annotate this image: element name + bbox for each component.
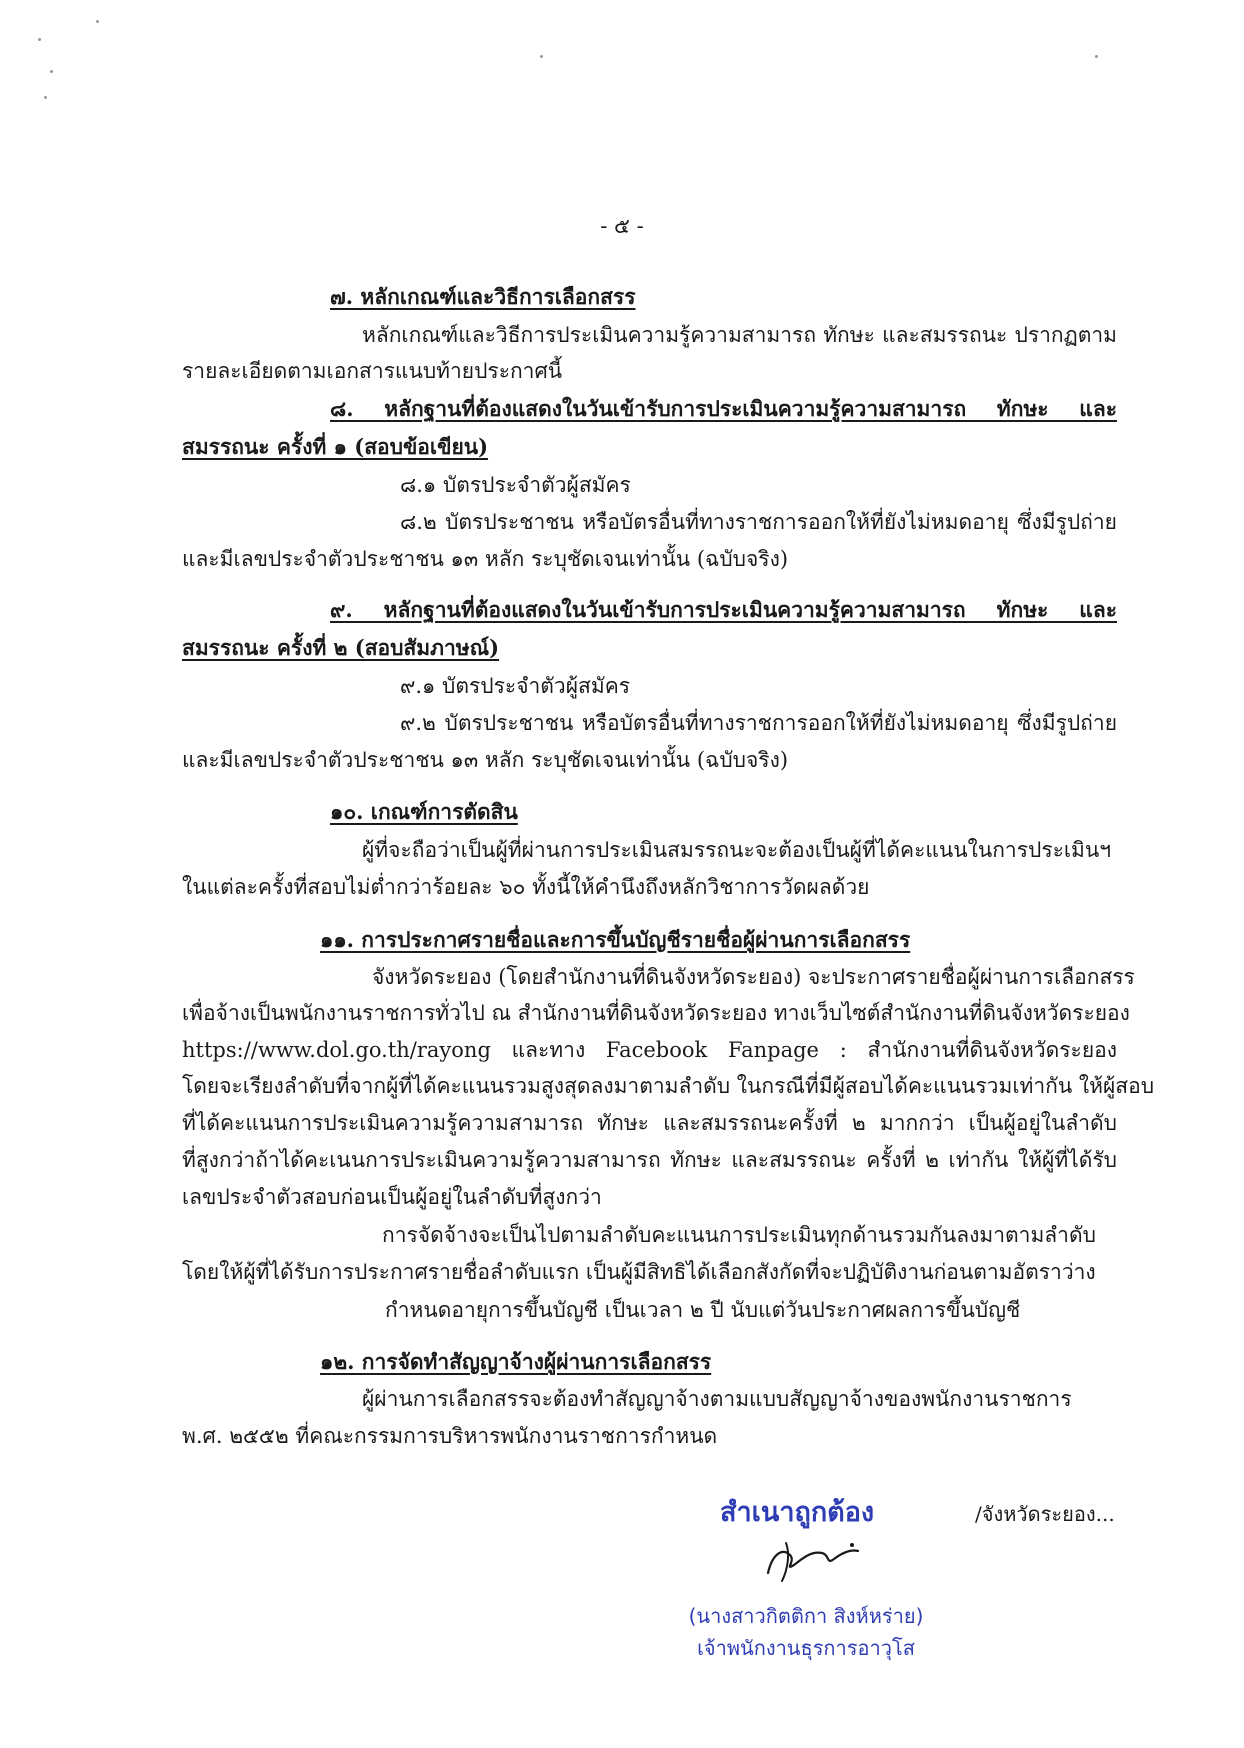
section-11-para2-line: การจัดจ้างจะเป็นไปตามลำดับคะแนนการประเมินทุกด้านรวมกันลงมาตามลำดับ <box>382 1223 1096 1247</box>
section-11-para-line: ที่สูงกว่าถ้าได้คะเนนการประเมินความรู้ความสามารถ ทักษะ และสมรรถนะ ครั้งที่ ๒ เท่ากัน ให้ผู้ที่ได้รับ <box>182 1148 1117 1172</box>
section-11-para-line: เลขประจำตัวสอบก่อนเป็นผู้อยู่ในลำดับที่สูงกว่า <box>182 1185 602 1209</box>
section-11-para-line: https://www.dol.go.th/rayong และทาง Facebook Fanpage : สำนักงานที่ดินจังหวัดระยอง <box>182 1038 1117 1062</box>
item-9-2: ๙.๒ บัตรประชาชน หรือบัตรอื่นที่ทางราชการออกให้ที่ยังไม่หมดอายุ ซึ่งมีรูปถ่าย <box>400 711 1117 735</box>
section-11-para-line: ที่ได้คะแนนการประเมินความรู้ความสามารถ ทักษะ และสมรรถนะครั้งที่ ๒ มากกว่า เป็นผู้อยู่ในลำดับ <box>182 1111 1117 1135</box>
section-8-heading: ๘. หลักฐานที่ต้องแสดงในวันเข้ารับการประเมินความรู้ความสามารถ ทักษะ และ <box>330 396 1117 421</box>
item-8-2-cont: และมีเลขประจำตัวประชาชน ๑๓ หลัก ระบุชัดเจนเท่านั้น (ฉบับจริง) <box>182 547 789 571</box>
signer-position: เจ้าพนักงานธุรการอาวุโส <box>697 1636 915 1660</box>
section-7-para-line: รายละเอียดตามเอกสารแนบท้ายประกาศนี้ <box>182 359 563 383</box>
section-9-heading: ๙. หลักฐานที่ต้องแสดงในวันเข้ารับการประเมินความรู้ความสามารถ ทักษะ และ <box>330 597 1117 622</box>
section-11-para3-line: กำหนดอายุการขึ้นบัญชี เป็นเวลา ๒ ปี นับแต่วันประกาศผลการขึ้นบัญชี <box>385 1298 1021 1322</box>
item-9-1: ๙.๑ บัตรประจำตัวผู้สมัคร <box>400 674 631 698</box>
scan-speck <box>38 38 41 41</box>
section-11-para-line: เพื่อจ้างเป็นพนักงานราชการทั่วไป ณ สำนักงานที่ดินจังหวัดระยอง ทางเว็บไซต์สำนักงานที่ดินจังหวัดระยอง <box>182 1001 1130 1025</box>
section-7-heading: ๗. หลักเกณฑ์และวิธีการเลือกสรร <box>330 284 636 309</box>
item-8-1: ๘.๑ บัตรประจำตัวผู้สมัคร <box>400 473 631 497</box>
signer-name: (นางสาวกิตติกา สิงห์หร่าย) <box>688 1604 924 1628</box>
section-10-para-line: ในแต่ละครั้งที่สอบไม่ต่ำกว่าร้อยละ ๖๐ ทั้งนี้ให้คำนึงถึงหลักวิชาการวัดผลด้วย <box>182 875 870 899</box>
section-8-heading-cont: สมรรถนะ ครั้งที่ ๑ (สอบข้อเขียน) <box>182 434 489 459</box>
scan-speck <box>44 96 47 99</box>
section-11-para-line: โดยจะเรียงลำดับที่จากผู้ที่ได้คะแนนรวมสูงสุดลงมาตามลำดับ ในกรณีที่มีผู้สอบได้คะแนนรวมเท่ากัน ให้ผู้สอบ <box>182 1074 1155 1098</box>
section-11-para2-line: โดยให้ผู้ที่ได้รับการประกาศรายชื่อลำดับแรก เป็นผู้มีสิทธิได้เลือกสังกัดที่จะปฏิบัติงานก่อนตามอัตราว่าง <box>182 1260 1096 1284</box>
certified-copy-stamp: สำเนาถูกต้อง <box>720 1497 875 1528</box>
item-8-2: ๘.๒ บัตรประชาชน หรือบัตรอื่นที่ทางราชการออกให้ที่ยังไม่หมดอายุ ซึ่งมีรูปถ่าย <box>400 510 1117 534</box>
section-10-heading: ๑๐. เกณฑ์การตัดสิน <box>330 799 518 824</box>
item-9-2-cont: และมีเลขประจำตัวประชาชน ๑๓ หลัก ระบุชัดเจนเท่านั้น (ฉบับจริง) <box>182 748 789 772</box>
section-11-heading: ๑๑. การประกาศรายชื่อและการขึ้นบัญชีรายชื่อผู้ผ่านการเลือกสรร <box>320 927 911 952</box>
section-7-para-line: หลักเกณฑ์และวิธีการประเมินความรู้ความสามารถ ทักษะ และสมรรถนะ ปรากฏตาม <box>362 323 1117 347</box>
section-12-heading: ๑๒. การจัดทำสัญญาจ้างผู้ผ่านการเลือกสรร <box>320 1349 712 1374</box>
page-number: - ๕ - <box>600 214 644 238</box>
section-9-heading-cont: สมรรถนะ ครั้งที่ ๒ (สอบสัมภาษณ์) <box>182 635 500 660</box>
section-12-para-line: พ.ศ. ๒๕๕๒ ที่คณะกรรมการบริหารพนักงานราชการกำหนด <box>182 1424 718 1448</box>
scan-speck <box>96 20 99 23</box>
scan-speck <box>50 70 53 73</box>
section-10-para-line: ผู้ที่จะถือว่าเป็นผู้ที่ผ่านการประเมินสมรรถนะจะต้องเป็นผู้ที่ได้คะแนนในการประเมินฯ <box>362 838 1112 862</box>
section-12-para-line: ผู้ผ่านการเลือกสรรจะต้องทำสัญญาจ้างตามแบบสัญญาจ้างของพนักงานราชการ <box>362 1387 1072 1411</box>
scan-speck <box>1095 55 1098 58</box>
continuation-note: /จังหวัดระยอง... <box>975 1502 1115 1526</box>
signature-image <box>760 1525 870 1585</box>
section-11-para-line: จังหวัดระยอง (โดยสำนักงานที่ดินจังหวัดระยอง) จะประกาศรายชื่อผู้ผ่านการเลือกสรร <box>372 965 1135 989</box>
scan-speck <box>540 55 543 58</box>
